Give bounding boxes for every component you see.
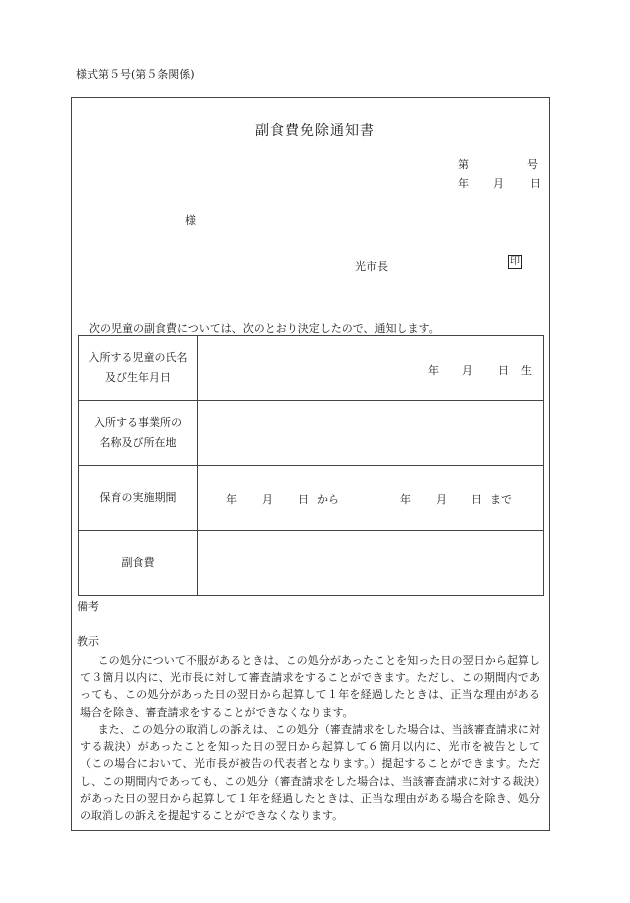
form-label: 様式第５号(第５条関係)	[76, 68, 195, 81]
instruction-label: 教示	[77, 635, 99, 648]
child-label-line1: 入所する児童の氏名	[88, 351, 188, 364]
period-from-word: から	[317, 493, 339, 506]
child-value-cell	[198, 336, 544, 401]
period-from-year: 年	[226, 493, 237, 506]
instruction-paragraph-1: この処分について不服があるときは、この処分があったことを知った日の翌日から起算して３箇月以内に、光市長に対して審査請求をすることができます。ただし、この期間内であっても、この処分があった日の翌日から起算して１年を経過したときは、正当な理由がある場合を除き、審査請求をすることができなくなります。	[80, 654, 540, 719]
birth-suffix-label: 生	[521, 364, 532, 377]
period-from-day: 日	[298, 493, 309, 506]
info-table	[78, 335, 544, 596]
birth-day-label: 日	[498, 364, 509, 377]
facility-value-cell	[198, 401, 544, 466]
table-row-period	[79, 466, 544, 531]
facility-label-line1: 入所する事業所の	[94, 416, 182, 429]
seal-mark: 印	[510, 256, 520, 267]
remarks-label: 備考	[77, 600, 99, 613]
number-suffix: 号	[527, 158, 538, 171]
period-to-year: 年	[400, 493, 411, 506]
period-to-month: 月	[436, 493, 447, 506]
period-label-cell: 保育の実施期間	[79, 466, 198, 531]
instruction-paragraph-2: また、この処分の取消しの訴えは、この処分（審査請求をした場合は、当該審査請求に対する裁決）があったことを知った日の翌日から起算して６箇月以内に、光市を被告として（この場合において、光市長が被告の代表者となります。）提起することができます。ただし、この期間内であっても、この処分（審査請求をした場合は、当該審査請求に対する裁決）があった日の翌日から起算して１年を経過したときは、正当な理由がある場合を除き、処分の取消しの訴えを提起することができなくなります。	[80, 723, 540, 823]
date-year-label: 年	[458, 177, 469, 190]
addressee-suffix: 様	[185, 214, 196, 227]
number-prefix: 第	[458, 158, 469, 171]
date-month-label: 月	[493, 177, 504, 190]
intro-text: 次の児童の副食費については、次のとおり決定したので、通知します。	[89, 322, 440, 335]
period-value-cell	[198, 466, 544, 531]
child-label-cell	[79, 336, 198, 401]
period-to-day: 日	[471, 493, 482, 506]
document-title: 副食費免除通知書	[255, 123, 375, 139]
date-day-label: 日	[530, 177, 541, 190]
birth-month-label: 月	[462, 364, 473, 377]
child-label-line2: 及び生年月日	[105, 371, 171, 384]
fee-value-cell	[198, 531, 544, 596]
table-row-child	[79, 336, 544, 401]
issuer-name: 光市長	[355, 260, 388, 273]
birth-year-label: 年	[428, 364, 439, 377]
table-row-fee	[79, 531, 544, 596]
period-from-month: 月	[262, 493, 273, 506]
facility-label-line2: 名称及び所在地	[99, 436, 177, 449]
period-to-word: まで	[490, 493, 512, 506]
table-row-facility	[79, 401, 544, 466]
facility-label-cell	[79, 401, 198, 466]
fee-label-cell: 副食費	[79, 531, 198, 596]
